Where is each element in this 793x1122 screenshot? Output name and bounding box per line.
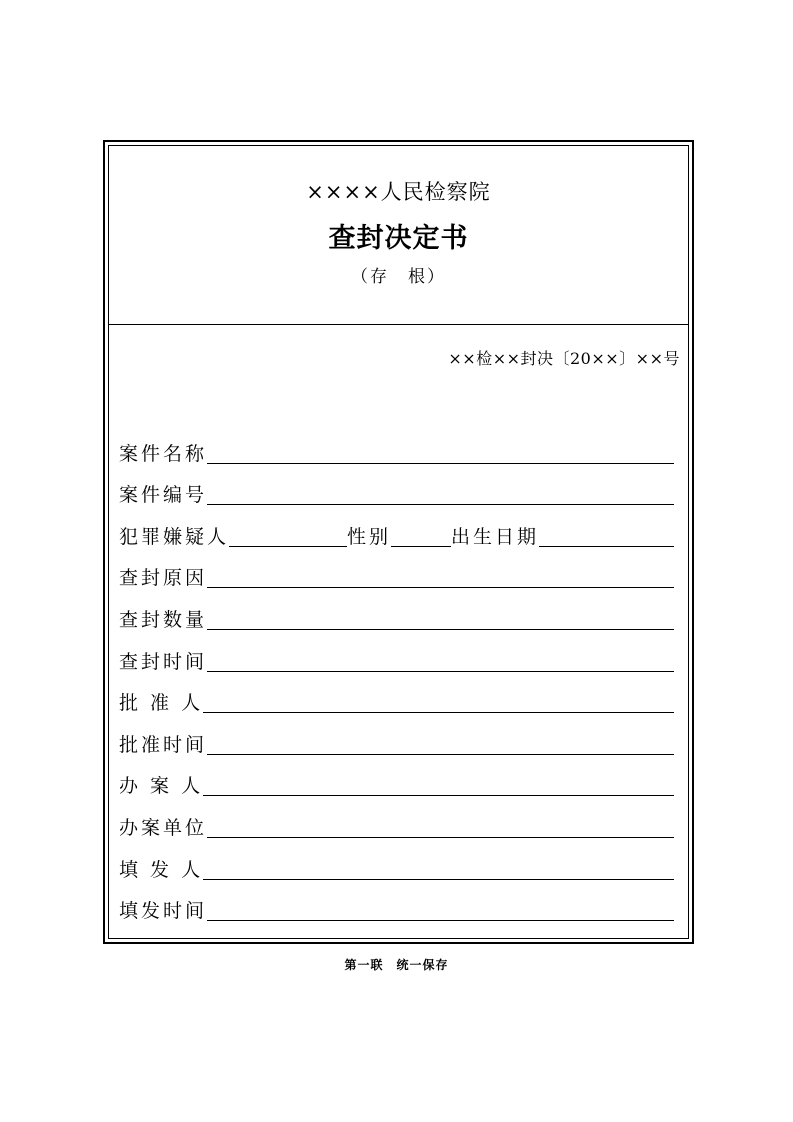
field-issue-time (119, 884, 674, 926)
seal-quantity-label: 查封数量 (119, 608, 208, 631)
field-seal-time (119, 634, 674, 676)
handling-unit-label: 办案单位 (119, 816, 208, 839)
birth-date-label: 出生日期 (451, 525, 540, 548)
copy-note: 第一联 统一保存 (344, 958, 449, 972)
issue-time-blank[interactable] (207, 900, 674, 921)
handling-unit-blank[interactable] (207, 817, 674, 838)
case-number-label: 案件编号 (119, 484, 208, 507)
seal-quantity-blank[interactable] (207, 609, 674, 630)
document-inner-frame (108, 145, 689, 939)
handler-blank[interactable] (203, 775, 674, 796)
field-seal-quantity (119, 592, 674, 634)
field-seal-reason (119, 551, 674, 593)
seal-reason-blank[interactable] (207, 567, 674, 588)
document-title: 查封决定书 (328, 223, 469, 254)
field-case-name (119, 426, 674, 468)
gender-label: 性别 (347, 525, 392, 548)
approver-label: 批 准 人 (119, 692, 204, 715)
approve-time-blank[interactable] (207, 734, 674, 755)
field-approver (119, 676, 674, 718)
field-suspect (119, 509, 674, 551)
document-frame (103, 140, 694, 944)
handler-label: 办 案 人 (119, 775, 204, 798)
approve-time-label: 批准时间 (119, 733, 208, 756)
seal-time-blank[interactable] (207, 651, 674, 672)
issuer-blank[interactable] (203, 859, 674, 880)
gender-blank[interactable] (391, 526, 451, 547)
field-handler (119, 759, 674, 801)
case-name-label: 案件名称 (119, 442, 208, 465)
seal-reason-label: 查封原因 (119, 567, 208, 590)
issuer-label: 填 发 人 (119, 858, 204, 881)
suspect-blank[interactable] (229, 526, 347, 547)
field-case-number (119, 468, 674, 510)
field-issuer (119, 842, 674, 884)
procuratorate-name: ××××人民检察院 (306, 180, 491, 204)
field-handling-unit (119, 800, 674, 842)
document-subtitle: （存 根） (351, 267, 446, 287)
seal-time-label: 查封时间 (119, 650, 208, 673)
case-number-blank[interactable] (207, 484, 674, 505)
issue-time-label: 填发时间 (119, 900, 208, 923)
document-number: ××检××封决〔20××〕××号 (448, 349, 680, 368)
suspect-label: 犯罪嫌疑人 (119, 525, 230, 548)
field-approve-time (119, 717, 674, 759)
birth-date-blank[interactable] (539, 526, 674, 547)
approver-blank[interactable] (203, 692, 674, 713)
document-header (109, 146, 688, 325)
case-name-blank[interactable] (207, 443, 674, 464)
form-fields (119, 426, 674, 925)
